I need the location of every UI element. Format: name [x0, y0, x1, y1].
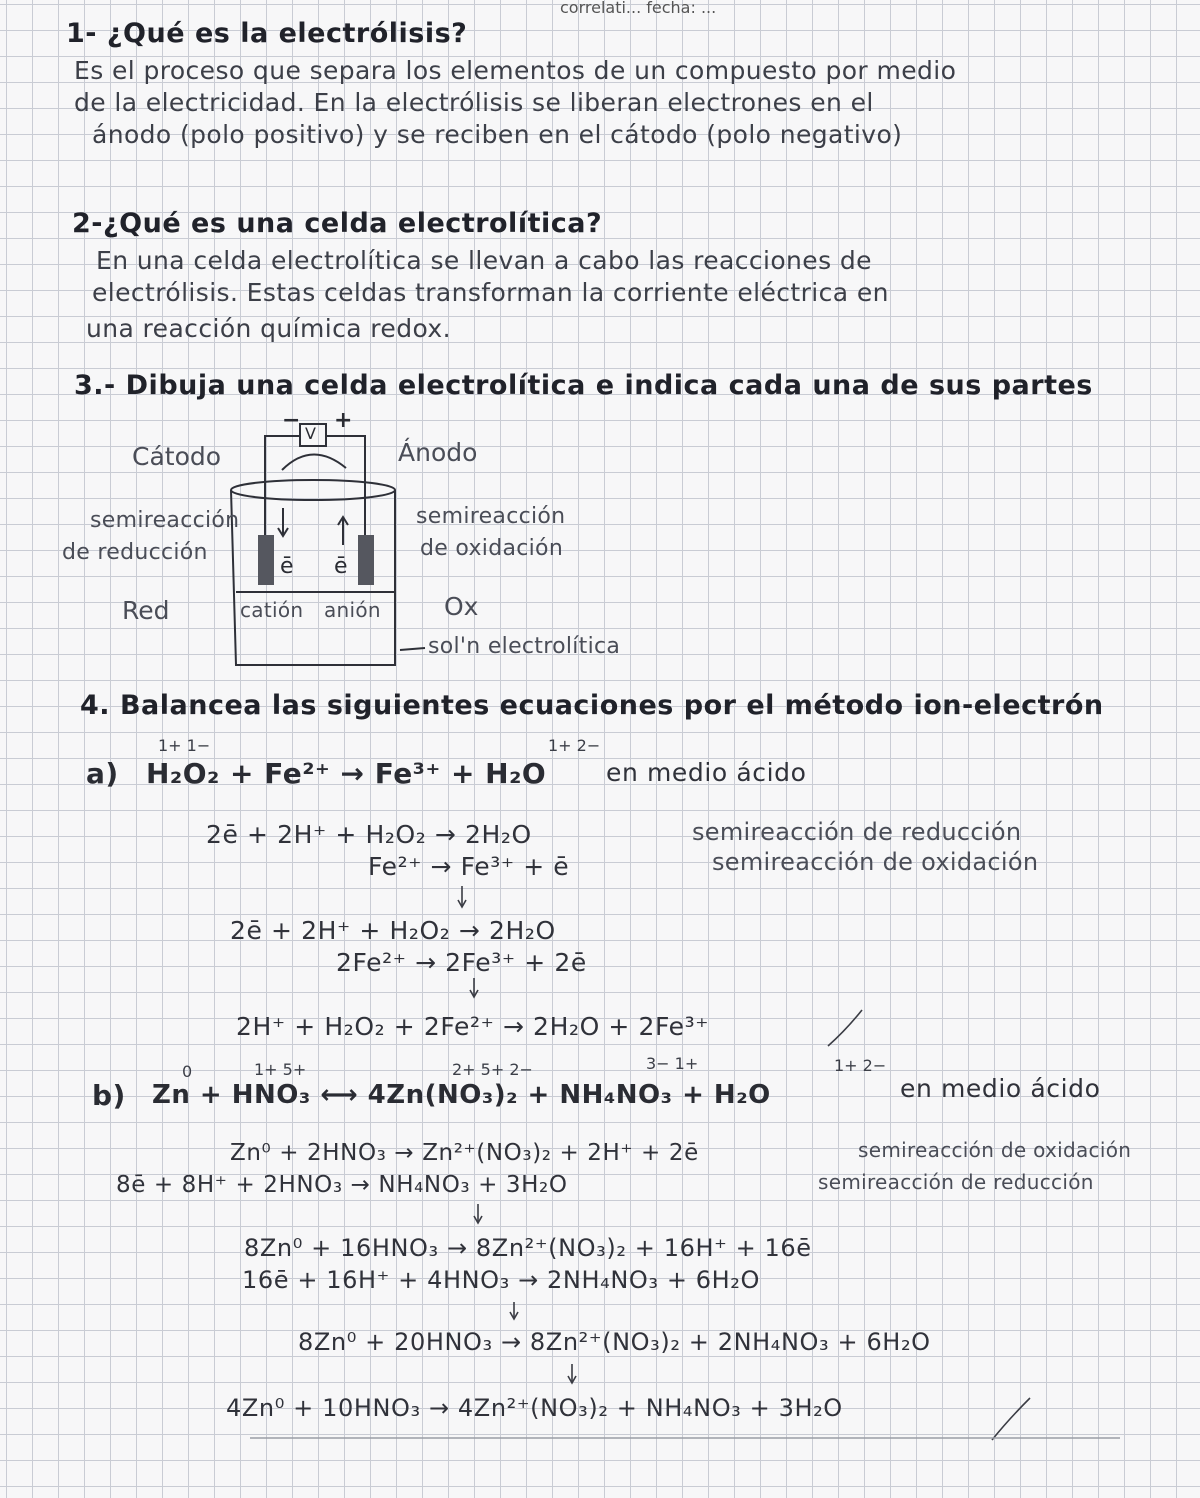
voltmeter-label: V: [305, 424, 316, 443]
a-medium: en medio ácido: [606, 758, 807, 787]
check-mark-b: [992, 1398, 1030, 1440]
reduction-label-1: semireacción: [90, 508, 240, 533]
minus-sign: −: [282, 408, 301, 433]
question-4: 4. Balancea las siguientes ecuaciones por el método ion-electrón: [80, 690, 1104, 721]
oxidation-label-2: de oxidación: [420, 536, 564, 561]
ox-label: Ox: [444, 592, 479, 621]
question-3: 3.- Dibuja una celda electrolítica e indica cada una de sus partes: [74, 370, 1093, 401]
b-ox-states-3: 2+ 5+ 2−: [452, 1060, 533, 1079]
electron-right: ē: [334, 554, 348, 579]
question-2: 2-¿Qué es una celda electrolítica?: [72, 208, 603, 239]
a-label: a): [86, 757, 119, 790]
b-ox-states-5: 1+ 2−: [834, 1056, 887, 1075]
b-label: b): [92, 1079, 126, 1112]
a-half-oxidation: Fe²⁺ → Fe³⁺ + ē: [368, 852, 570, 881]
check-mark-a: [828, 1010, 862, 1046]
a-step2-oxidation: 2Fe²⁺ → 2Fe³⁺ + 2ē: [336, 948, 587, 977]
b-medium: en medio ácido: [900, 1074, 1101, 1103]
solution-label: sol'n electrolítica: [428, 634, 621, 659]
cation-label: catión: [240, 598, 304, 622]
a-result: 2H⁺ + H₂O₂ + 2Fe²⁺ → 2H₂O + 2Fe³⁺: [236, 1012, 710, 1041]
answer-1-line-2: de la electricidad. En la electrólisis se liberan electrones en el: [74, 88, 874, 117]
b-ox-states-4: 3− 1+: [646, 1054, 699, 1073]
red-label: Red: [122, 596, 170, 625]
reduction-label-2: de reducción: [62, 540, 208, 565]
b-note-reduction: semireacción de reducción: [818, 1170, 1094, 1194]
b-step2-oxidation: 8Zn⁰ + 16HNO₃ → 8Zn²⁺(NO₃)₂ + 16H⁺ + 16ē: [244, 1234, 812, 1262]
question-1: 1- ¿Qué es la electrólisis?: [66, 18, 468, 49]
a-half-reduction: 2ē + 2H⁺ + H₂O₂ → 2H₂O: [206, 820, 532, 849]
b-step2-reduction: 16ē + 16H⁺ + 4HNO₃ → 2NH₄NO₃ + 6H₂O: [242, 1266, 760, 1294]
b-ox-states-1: 0: [182, 1062, 193, 1081]
a-step2-reduction: 2ē + 2H⁺ + H₂O₂ → 2H₂O: [230, 916, 556, 945]
a-ox-states-2: 1+ 2−: [548, 736, 601, 755]
b-equation: Zn + HNO₃ ⟷ 4Zn(NO₃)₂ + NH₄NO₃ + H₂O: [152, 1080, 771, 1110]
b-step3: 8Zn⁰ + 20HNO₃ → 8Zn²⁺(NO₃)₂ + 2NH₄NO₃ + 6H₂O: [298, 1328, 931, 1356]
anion-label: anión: [324, 598, 381, 622]
answer-2-line-2: electrólisis. Estas celdas transforman la corriente eléctrica en: [92, 278, 889, 307]
answer-1-line-1: Es el proceso que separa los elementos de un compuesto por medio: [74, 56, 957, 85]
answer-1-line-3: ánodo (polo positivo) y se reciben en el cátodo (polo negativo): [92, 120, 903, 149]
b-note-oxidation: semireacción de oxidación: [858, 1138, 1132, 1162]
answer-2-line-1: En una celda electrolítica se llevan a cabo las reacciones de: [96, 246, 872, 275]
answer-2-line-3: una reacción química redox.: [86, 314, 451, 343]
b-ox-states-2: 1+ 5+: [254, 1060, 307, 1079]
b-half-oxidation: Zn⁰ + 2HNO₃ → Zn²⁺(NO₃)₂ + 2H⁺ + 2ē: [230, 1140, 699, 1166]
header-fragment: correlati... fecha: ...: [560, 0, 717, 17]
anode-label: Ánodo: [398, 438, 478, 467]
oxidation-label-1: semireacción: [416, 504, 566, 529]
a-note-reduction: semireacción de reducción: [692, 818, 1022, 846]
plus-sign: +: [334, 408, 353, 433]
b-result: 4Zn⁰ + 10HNO₃ → 4Zn²⁺(NO₃)₂ + NH₄NO₃ + 3H₂O: [226, 1394, 843, 1422]
b-half-reduction: 8ē + 8H⁺ + 2HNO₃ → NH₄NO₃ + 3H₂O: [116, 1172, 568, 1198]
electron-left: ē: [280, 554, 294, 579]
a-note-oxidation: semireacción de oxidación: [712, 848, 1039, 876]
cathode-label: Cátodo: [132, 442, 222, 471]
a-equation: H₂O₂ + Fe²⁺ → Fe³⁺ + H₂O: [146, 757, 547, 790]
a-ox-states-1: 1+ 1−: [158, 736, 211, 755]
